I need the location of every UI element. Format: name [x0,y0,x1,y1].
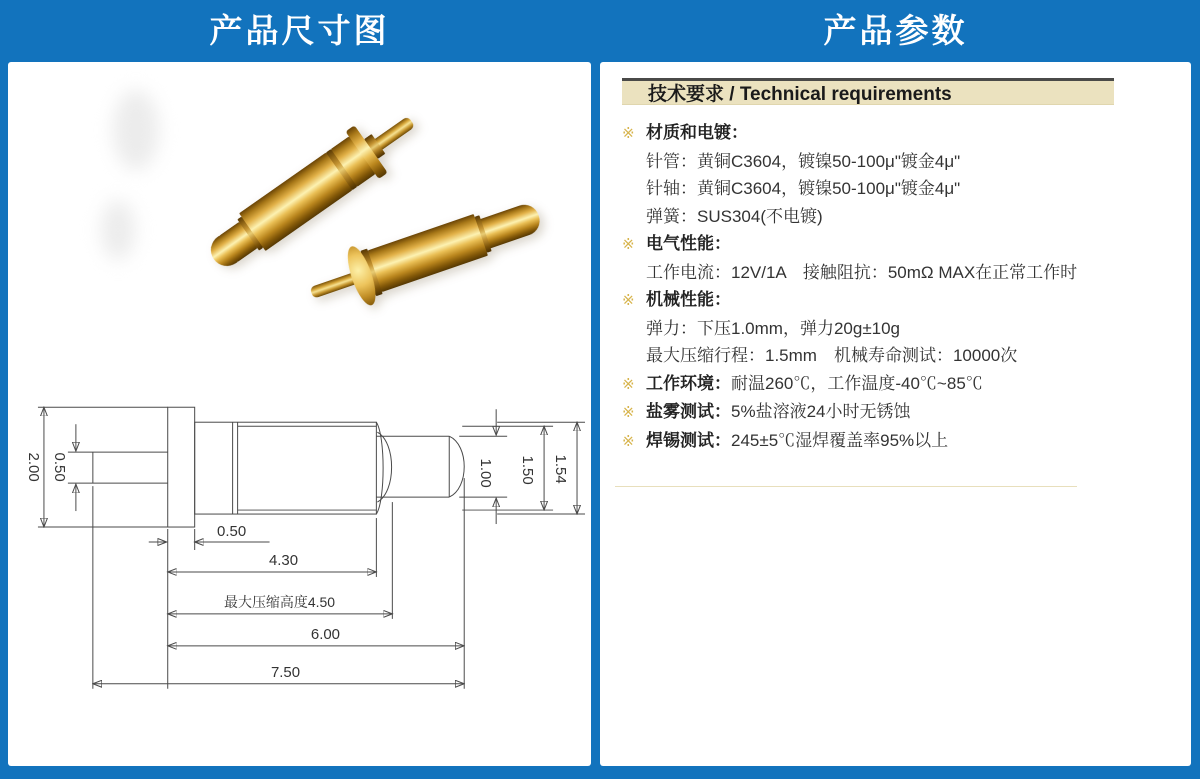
tech-line-text: 弹簧：SUS304(不电镀) [646,206,823,226]
dimension-panel [8,62,591,766]
pin-plunger-dome [480,200,543,248]
dim-label-working-height: 6.00 [310,625,341,643]
tech-line-environment [622,370,1173,399]
asterisk-bullet-icon: ※ [622,292,635,309]
dim-flange-od [25,407,168,527]
tech-line-text: 最大压缩行程：1.5mm 机械寿命测试：10000次 [646,346,1018,365]
tech-line-text: 针轴：黄铜C3604，镀镍50-100μ"镀金4μ" [646,179,961,198]
asterisk-bullet-icon: ※ [622,236,635,253]
tech-line-text: 5%盐溶液24小时无锈蚀 [731,402,911,421]
tech-line-text: 弹力：下压1.0mm，弹力20g±10g [646,318,901,338]
tech-line-label: 材质和电镀： [646,123,748,142]
parameters-panel [600,62,1191,766]
dim-tube-length [168,518,377,577]
tech-line-text: 耐温260℃，工作温度-40℃~85℃ [731,373,983,393]
dim-label-tube-od: 1.54 [552,454,570,484]
product-photo [93,70,573,370]
dim-label-tail-od: 0.50 [50,452,68,482]
photo-background-smudge [101,200,135,260]
dim-label-plunger-od: 1.00 [477,458,495,488]
tech-line-mechanical [622,286,1173,315]
tech-line-salt-spray [622,398,1173,427]
tech-line-shaft-plating [622,175,1173,203]
dim-label-tube-front-od: 1.50 [519,455,537,485]
page-title-dimensions: 产品尺寸图 [209,14,390,50]
asterisk-bullet-icon: ※ [622,375,635,393]
tech-line-electrical [622,230,1173,259]
tech-line-stroke-life [622,342,1173,370]
pin-barrel [368,214,488,292]
dim-label-overall-length: 7.50 [270,663,301,681]
tech-line-material [622,119,1173,148]
page-title-parameters: 产品参数 [823,14,968,50]
tech-requirements-header [622,78,1114,105]
tech-line-tube-plating [622,148,1173,176]
tech-line-label: 工作环境： [646,373,731,393]
tech-line-text: 工作电流：12V/1A 接触阻抗：50mΩ MAX在正常工作时 [646,262,1078,282]
dim-tube-od [497,422,585,514]
dim-label-max-compressed-height: 最大压缩高度4.50 [224,593,336,610]
tech-line-text: 针管：黄铜C3604，镀镍50-100μ"镀金4μ" [646,151,961,171]
photo-background-smudge [113,90,159,170]
tech-requirements-title: 技术要求 / Technical requirements [648,84,952,105]
tech-line-current [622,259,1173,287]
asterisk-bullet-icon: ※ [622,125,635,142]
dim-overall-length [93,486,464,689]
tech-line-spring [622,203,1173,231]
tech-line-label: 盐雾测试： [646,402,731,421]
tech-line-soldering [622,427,1173,456]
tech-line-label: 机械性能： [646,290,731,309]
tech-line-text: 245±5℃湿焊覆盖率95%以上 [731,430,949,450]
tech-line-spring-force [622,315,1173,343]
pin-tail [375,116,415,150]
section-divider [615,486,1077,487]
asterisk-bullet-icon: ※ [622,432,635,450]
pin-profile [68,407,464,527]
dimension-drawing [8,374,591,719]
tech-line-label: 焊锡测试： [646,430,731,450]
tech-line-label: 电气性能： [646,234,731,253]
tech-requirements-list [622,119,1173,455]
dim-label-tube-length: 4.30 [268,551,299,569]
dim-label-flange-thickness: 0.50 [217,523,247,541]
dim-label-flange-od: 2.00 [25,452,43,482]
asterisk-bullet-icon: ※ [622,404,635,421]
dim-tail-od [51,424,76,511]
